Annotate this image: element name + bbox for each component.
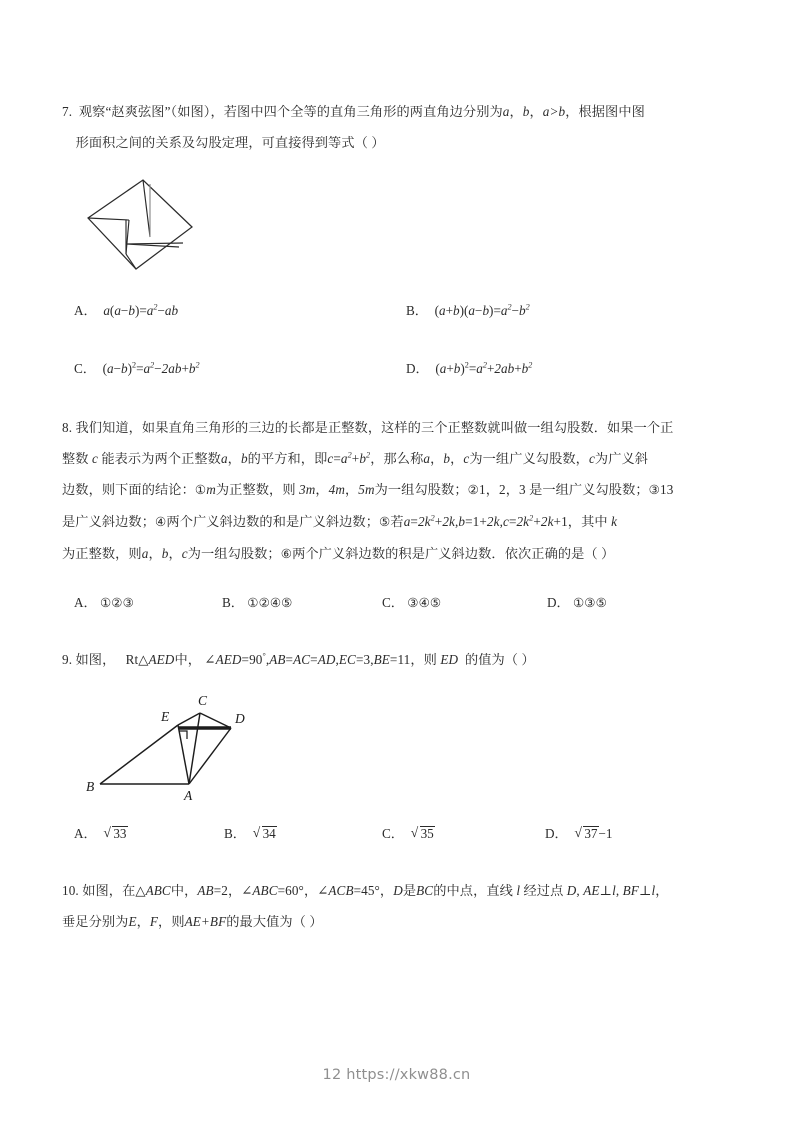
question-7-options-row-2	[74, 354, 738, 384]
label-E: E	[161, 709, 170, 724]
q8-l2-sep: ，	[227, 451, 241, 466]
q8-circled-3: ③	[648, 483, 661, 497]
q9-option-b-label: B．	[224, 826, 246, 841]
q7b-m4: b	[453, 303, 460, 318]
q10-triangle-symbol: △	[135, 883, 146, 898]
q8-l5-b: 为一组勾股数；	[187, 546, 281, 561]
page-content	[62, 96, 738, 937]
q7a-m7: =	[139, 303, 147, 318]
q10-l-2: l	[612, 883, 616, 898]
q8-f4-c: c	[502, 514, 509, 529]
q8-l5-v3: c	[181, 546, 188, 561]
q8-f4-v5: 2k	[516, 514, 530, 529]
q8-option-b-value: ①②④⑤	[247, 596, 293, 610]
q8-option-c-value: ③④⑤	[407, 596, 442, 610]
q10-acb: ACB	[328, 883, 354, 898]
q8-option-d-value: ①③⑤	[573, 596, 607, 610]
q10-l1-h: ，	[655, 883, 669, 898]
q7d-m2: a	[439, 361, 447, 376]
q7-sep-2: ，	[529, 104, 543, 119]
q8-l2-f: 为广义斜	[594, 451, 649, 466]
q10-l2-a: 垂足分别为	[62, 914, 129, 929]
q10-l-3: l	[651, 883, 656, 898]
q8-l3-m: m	[206, 482, 216, 497]
question-8-line-3: 边数，则下面的结论：①m为正整数，则 3m，4m，5m为一组勾股数；②1，2，3 是一组广义勾股数；③13	[62, 482, 674, 497]
q7a-m9: 2	[153, 302, 158, 312]
q7d-m4: b	[453, 361, 461, 376]
q8-l2-b: 能表示为两个正整数	[101, 451, 221, 466]
q8-l5-a: 为正整数，则	[62, 546, 142, 561]
q10-number: 10.	[62, 883, 79, 898]
q9-number: 9.	[62, 652, 73, 667]
question-7-options-row-1	[74, 296, 738, 326]
question-8-line-2	[62, 443, 738, 474]
q9-option-a-label: A．	[74, 826, 97, 841]
q7d-m1: (	[435, 361, 440, 376]
q7b-m7: −	[475, 303, 483, 318]
q7d-m11: 2ab	[494, 361, 515, 376]
q8-f4-b: b	[458, 514, 466, 529]
q7c-m2: a	[106, 361, 114, 376]
q9-ad: AD	[317, 652, 336, 667]
q7-option-a[interactable]	[74, 296, 406, 326]
q7c-m10: −	[154, 361, 162, 376]
q7d-m8: a	[476, 361, 483, 376]
q7b-m10: =	[493, 303, 501, 318]
q7b-m1: (	[434, 303, 439, 318]
q7-option-c-label: C．	[74, 361, 96, 376]
q9-s-b: 中，	[174, 652, 202, 667]
q8-f4-eq1: =	[410, 514, 418, 529]
q7-stem-text-a: 观察“赵爽弦图”（如图），若图中四个全等的直角三角形的两直角边分别为	[78, 104, 503, 119]
q10-perp-2: ⊥	[638, 883, 652, 898]
q8-f4-p2: +	[479, 514, 487, 529]
q9-radicand-d: 37	[584, 826, 598, 841]
q9-cm3: ,	[370, 652, 374, 667]
q8-f4-s2: 2	[529, 513, 534, 523]
q8-f4-eq2: =	[465, 514, 473, 529]
q8-f4-p3: +	[533, 514, 541, 529]
q9-sqrt-a	[103, 819, 127, 849]
q7-option-b-label: B．	[406, 303, 428, 318]
question-8	[62, 412, 738, 618]
q7c-m3: −	[113, 361, 122, 376]
q7a-m2: (	[109, 303, 115, 318]
q8-l5-v2: b	[161, 546, 169, 561]
q9-be: BE	[373, 652, 390, 667]
q10-bf: BF	[622, 883, 639, 898]
q7c-m9: 2	[150, 360, 155, 370]
q10-l1-f: 的中点，直线	[433, 883, 513, 898]
q7b-m9: )	[489, 303, 494, 318]
q9-sqrt-b	[253, 819, 277, 849]
q8-l2-c-text: 的平方和，即	[247, 451, 328, 466]
q8-f4-a: a	[403, 514, 411, 529]
question-7-figure	[80, 174, 738, 278]
q10-cm2: ,	[615, 883, 620, 898]
q8-l3-d: 1，2，3 是一组广义勾股数；	[479, 482, 649, 497]
q8-l4-b: 两个广义斜边数的和是广义斜边数；	[166, 514, 380, 529]
q9-radicand-b: 34	[262, 826, 276, 841]
question-10-line-2	[62, 906, 738, 937]
q7d-m14: 2	[528, 360, 533, 370]
q7c-m11: 2ab	[161, 361, 182, 376]
zhaoshuang-chord-diagram	[80, 174, 200, 278]
q7-inequality: a>b	[542, 104, 566, 119]
q7a-m3: a	[114, 303, 121, 318]
q10-bc: BC	[416, 883, 434, 898]
q7d-m6: 2	[464, 360, 469, 370]
q9-s-c: ，则	[410, 652, 437, 667]
q7-option-a-label: A．	[74, 303, 97, 318]
q9-sqrt-d	[574, 819, 598, 849]
question-9-options	[74, 819, 738, 849]
question-9	[62, 644, 738, 849]
q8-l3-13: 13	[660, 482, 674, 497]
q7-stem-text-b: ，根据图中图	[565, 104, 645, 119]
q8-option-d-label: D．	[547, 595, 570, 610]
question-10	[62, 875, 738, 937]
q9-triangle-symbol: △	[138, 652, 149, 667]
q10-l-1: l	[516, 883, 521, 898]
q8-f4-cm1: ,	[455, 514, 459, 529]
q7-option-c[interactable]	[74, 354, 406, 384]
q10-l1-g: 经过点	[523, 883, 564, 898]
q8-l5-c: 两个广义斜边数的积是广义斜边数．依次正确的是（ ）	[292, 546, 615, 561]
q7b-m2: a	[438, 303, 446, 318]
q9-ab: AB	[269, 652, 286, 667]
q8-f4-v3: 1	[472, 514, 480, 529]
q10-F: F	[149, 914, 159, 929]
q9-ac: AC	[293, 652, 311, 667]
q10-cm1: ,	[576, 883, 580, 898]
q9-cm1: ,	[265, 652, 270, 667]
q7b-m12: 2	[507, 302, 512, 312]
q9-aed: AED	[148, 652, 175, 667]
q8-l3-b: 为正整数，则	[215, 482, 296, 497]
q10-aebf: AE+BF	[184, 914, 227, 929]
q9-eq4: =	[355, 652, 364, 667]
q8-option-a-label: A．	[74, 595, 97, 610]
q7b-m6: a	[468, 303, 475, 318]
q8-f4-cm2: ,	[499, 514, 503, 529]
q7-option-b[interactable]	[406, 296, 738, 326]
q10-l2-b: ，则	[158, 914, 185, 929]
q7-var-b: b	[522, 104, 530, 119]
q7d-m12: +	[514, 361, 522, 376]
q7-stem-text-line2: 形面积之间的关系及勾股定理，可直接得到等式（ ）	[75, 135, 385, 150]
q8-l2-v1: a	[423, 451, 431, 466]
q9-sqrt-c	[411, 819, 435, 849]
q9-eq3: =	[310, 652, 318, 667]
q8-f4-eq3: =	[508, 514, 517, 529]
q8-l3-3m: 3m	[299, 482, 316, 497]
question-8-line-4	[62, 506, 738, 538]
q8-l3-a: 边数，则下面的结论：	[62, 482, 195, 497]
q10-eq2: =60°	[277, 883, 304, 898]
q7b-m5: )(	[459, 303, 469, 318]
q8-l2-v2: b	[443, 451, 451, 466]
q8-l5-v1: a	[141, 546, 149, 561]
q9-s-d: 的值为（ ）	[464, 652, 535, 667]
q10-ae: AE	[583, 883, 600, 898]
q8-f4-v7: 1	[561, 514, 568, 529]
q8-f4-s1: 2	[430, 513, 435, 523]
question-8-options	[74, 588, 738, 618]
q10-eq3: =45°	[353, 883, 380, 898]
q7a-m5: b	[128, 303, 135, 318]
q8-l2-c2: c	[588, 451, 595, 466]
q8-l2-c: c	[91, 451, 98, 466]
q8-l2-b2: b	[240, 451, 248, 466]
q8-text-line1: 我们知道，如果直角三角形的三边的长都是正整数，这样的三个正整数就叫做一组勾股数．如果一个正	[75, 420, 674, 435]
q8-f-s2: 2	[366, 450, 371, 460]
q7a-m6: )	[134, 303, 140, 318]
q7-option-d[interactable]	[406, 354, 738, 384]
q9-deg: °	[262, 651, 266, 661]
q10-abc2: ABC	[252, 883, 278, 898]
q7d-m7: =	[468, 361, 477, 376]
q7a-m11: ab	[164, 303, 179, 318]
q8-f-s1: 2	[347, 450, 352, 460]
right-triangle-aed-figure	[78, 687, 278, 805]
q8-circled-5: ⑤	[379, 515, 391, 529]
q9-radicand-c: 35	[420, 826, 434, 841]
q8-f-b: b	[359, 451, 367, 466]
question-9-stem	[62, 644, 738, 675]
q8-l2-sep2: ，	[430, 451, 444, 466]
q7b-m8: b	[482, 303, 490, 318]
q9-ed: ED	[440, 652, 459, 667]
q8-f4-v1: 2k	[417, 514, 431, 529]
q9-radicand-a: 33	[113, 826, 127, 841]
q9-cm2: ,	[335, 652, 339, 667]
q7c-m4: b	[121, 361, 128, 376]
q9-rt: Rt	[125, 652, 139, 667]
q8-circled-6: ⑥	[280, 547, 293, 561]
q10-l1-e: 是	[402, 883, 417, 898]
q7c-m6: 2	[132, 360, 137, 370]
q8-option-a-value: ①②③	[100, 596, 134, 610]
question-10-line-1	[62, 875, 738, 906]
label-A: A	[184, 788, 193, 803]
q8-l2-d: ，那么称	[370, 451, 424, 466]
q9-ec: EC	[338, 652, 356, 667]
q8-l4-k: k	[611, 514, 618, 529]
q7d-m9: 2	[482, 360, 487, 370]
footer-watermark: 12 https://xkw88.cn	[322, 1067, 471, 1083]
q7c-m1: (	[102, 361, 107, 376]
q8-l3-c: 为一组勾股数；	[374, 482, 468, 497]
q8-f4-p1: +	[434, 514, 443, 529]
q7a-m4: −	[120, 303, 129, 318]
q8-number: 8.	[62, 420, 73, 435]
question-7-stem-line-2	[62, 127, 738, 158]
q7c-m14: 2	[195, 360, 200, 370]
q7a-m8: a	[146, 303, 154, 318]
q8-l3-4m: 4m	[328, 482, 345, 497]
q10-D: D	[393, 883, 403, 898]
q8-l2-a2: a	[220, 451, 228, 466]
q7a-m10: −	[157, 303, 165, 318]
q8-option-d[interactable]	[547, 588, 607, 618]
q10-abc: ABC	[145, 883, 171, 898]
q9-option-d[interactable]	[545, 819, 613, 849]
q8-f4-v6: 2k	[540, 514, 554, 529]
q8-l3-5m: 5m	[358, 482, 375, 497]
q9-suffix-d: −1	[598, 826, 613, 841]
q8-f-plus: +	[351, 451, 360, 466]
q8-f4-p4: +	[553, 514, 562, 529]
q7b-m11: a	[500, 303, 508, 318]
q8-circled-1: ①	[194, 483, 207, 497]
q10-E: E	[128, 914, 137, 929]
q7d-m5: )	[460, 361, 465, 376]
q9-eq2: =	[285, 652, 294, 667]
q9-eq5: =	[389, 652, 398, 667]
q8-l2-a: 整数	[62, 451, 89, 466]
page-footer	[0, 1067, 793, 1083]
question-8-line-1	[62, 412, 738, 443]
q9-s-a: 如图，	[75, 652, 116, 667]
question-9-figure	[78, 687, 738, 805]
q7c-m7: =	[136, 361, 144, 376]
q9-11: 11	[397, 652, 411, 667]
q10-D2: D	[566, 883, 577, 898]
q8-l2-sep3: ，	[450, 451, 464, 466]
q8-l2-v3: c	[463, 451, 470, 466]
q9-3: 3	[363, 652, 371, 667]
q7d-m3: +	[446, 361, 454, 376]
q7b-m15: 2	[525, 302, 530, 312]
q10-ab: AB	[197, 883, 214, 898]
q7c-m5: )	[127, 361, 133, 376]
q7b-m3: +	[445, 303, 454, 318]
q8-f-c: c	[327, 451, 334, 466]
q8-l4-c: 若	[390, 514, 404, 529]
q8-circled-2: ②	[467, 483, 480, 497]
q10-angle-2: ∠	[317, 883, 329, 898]
q7b-m13: −	[511, 303, 519, 318]
q9-option-a[interactable]	[74, 819, 224, 849]
q8-f4-v2: 2k	[442, 514, 455, 529]
q8-f-a: a	[340, 451, 348, 466]
q10-l1-d: ，	[379, 883, 394, 898]
q9-90: 90	[249, 652, 263, 667]
q7b-m14: b	[519, 303, 526, 318]
q9-aed2: AED	[215, 652, 242, 667]
q8-l4-d: ，其中	[567, 514, 608, 529]
q8-option-b-label: B．	[222, 595, 244, 610]
q10-l1-c: ，	[303, 883, 318, 898]
q9-eq1: =	[241, 652, 250, 667]
q10-l1-b: 中，	[170, 883, 198, 898]
q9-angle-symbol: ∠	[204, 652, 216, 667]
question-7	[62, 96, 738, 384]
q7-number: 7.	[62, 104, 73, 119]
q8-l2-e: 为一组广义勾股数，	[469, 451, 589, 466]
q7c-m12: +	[181, 361, 189, 376]
q7c-m8: a	[143, 361, 151, 376]
q8-option-c[interactable]	[382, 588, 547, 618]
q7d-m10: +	[486, 361, 495, 376]
q8-f4-v4: 2k	[486, 514, 500, 529]
q8-f-eq: =	[333, 451, 341, 466]
q9-option-d-label: D．	[545, 826, 568, 841]
q10-l2-c: 的最大值为（ ）	[226, 914, 323, 929]
q10-l1-a: 如图，在	[82, 883, 136, 898]
q7a-m1: a	[103, 303, 110, 318]
q7d-m13: b	[521, 361, 529, 376]
q10-l2-sep: ，	[136, 914, 150, 929]
q8-circled-4: ④	[155, 515, 167, 529]
label-D: D	[235, 711, 245, 726]
q9-option-c[interactable]	[382, 819, 545, 849]
q10-angle-1: ∠	[241, 883, 253, 898]
q8-l4-a: 是广义斜边数；	[62, 514, 156, 529]
q8-option-c-label: C．	[382, 595, 404, 610]
label-B: B	[86, 779, 95, 794]
q9-option-b[interactable]	[224, 819, 382, 849]
q7c-m13: b	[188, 361, 196, 376]
q8-option-b[interactable]	[222, 588, 382, 618]
q7-var-a: a	[502, 104, 510, 119]
q7-sep-1: ，	[509, 104, 523, 119]
label-C: C	[198, 693, 208, 708]
question-7-stem-line-1	[62, 96, 738, 127]
q8-option-a[interactable]	[74, 588, 222, 618]
q10-eq1: =2，	[213, 883, 242, 898]
q7-option-d-label: D．	[406, 361, 429, 376]
q10-perp-1: ⊥	[599, 883, 613, 898]
q9-option-c-label: C．	[382, 826, 404, 841]
question-8-line-5: 为正整数，则a，b，c为一组勾股数；⑥两个广义斜边数的积是广义斜边数．依次正确的是（ ）	[62, 546, 615, 561]
